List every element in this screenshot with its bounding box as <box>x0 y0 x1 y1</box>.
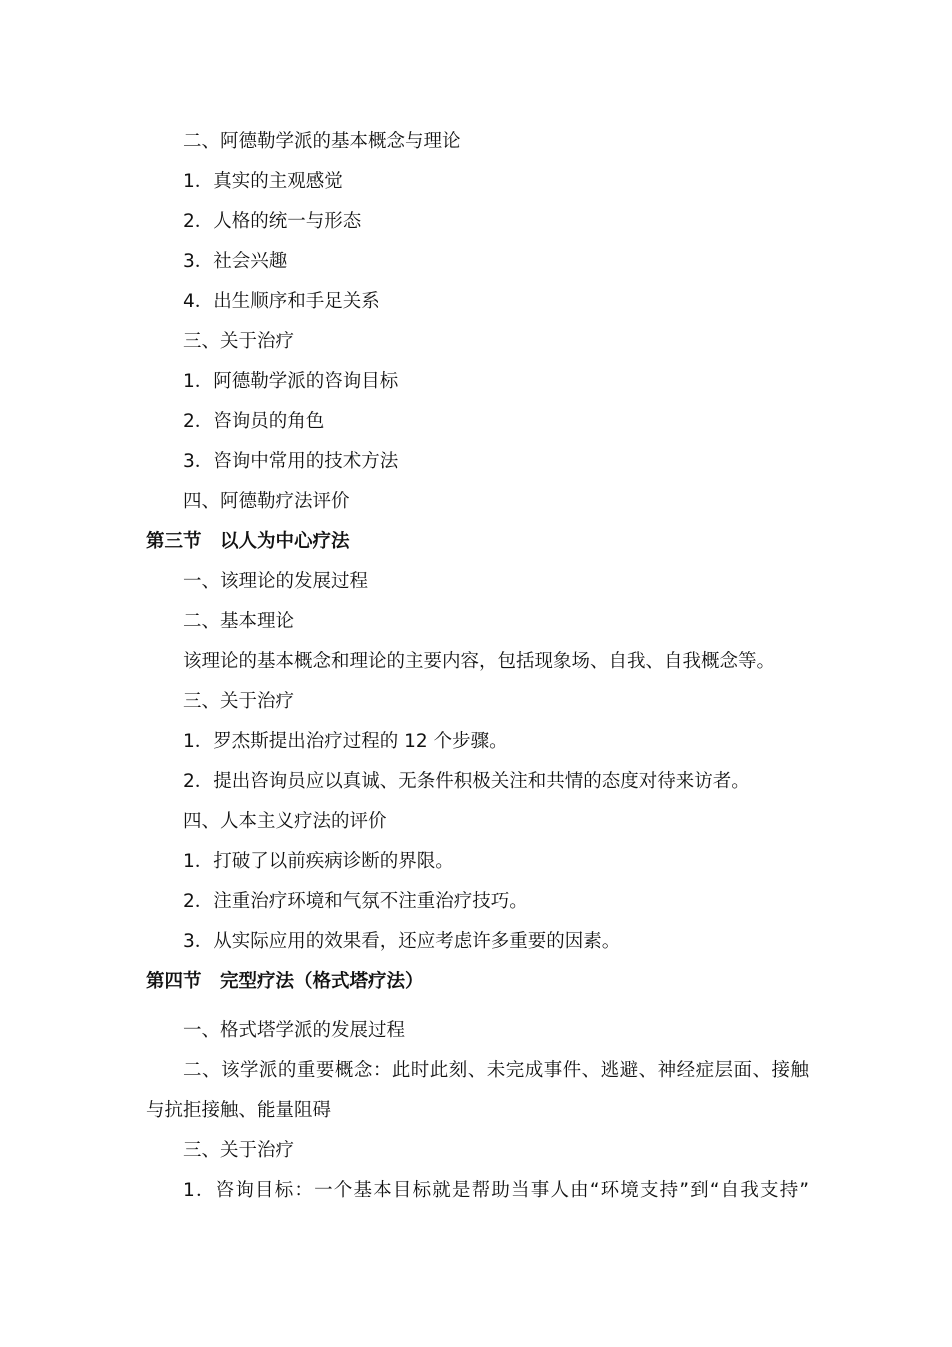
heading-adler-evaluation: 四、阿德勒疗法评价 <box>183 491 350 512</box>
section-title-person-centered: 第三节 以人为中心疗法 <box>146 531 350 552</box>
heading-gestalt-development: 一、格式塔学派的发展过程 <box>183 1020 406 1041</box>
list-item: 1．咨询目标：一个基本目标就是帮助当事人由“环境支持”到“自我支持” <box>183 1180 809 1201</box>
heading-basic-theory: 二、基本理论 <box>183 611 295 632</box>
list-item: 1．罗杰斯提出治疗过程的 12 个步骤。 <box>183 731 508 752</box>
list-item: 2．提出咨询员应以真诚、无条件积极关注和共情的态度对待来访者。 <box>183 771 750 792</box>
heading-about-therapy: 三、关于治疗 <box>183 691 295 712</box>
list-item: 2．注重治疗环境和气氛不注重治疗技巧。 <box>183 891 528 912</box>
heading-development: 一、该理论的发展过程 <box>183 571 369 592</box>
paragraph: 该理论的基本概念和理论的主要内容，包括现象场、自我、自我概念等。 <box>183 651 776 672</box>
section-title-gestalt: 第四节 完型疗法（格式塔疗法） <box>146 971 424 992</box>
list-item: 4．出生顺序和手足关系 <box>183 291 380 312</box>
heading-about-therapy: 三、关于治疗 <box>183 1140 295 1161</box>
list-item: 1．阿德勒学派的咨询目标 <box>183 371 399 392</box>
list-item: 3．从实际应用的效果看，还应考虑许多重要的因素。 <box>183 931 621 952</box>
heading-humanistic-evaluation: 四、人本主义疗法的评价 <box>183 811 387 832</box>
heading-about-therapy: 三、关于治疗 <box>183 331 295 352</box>
list-item: 2．咨询员的角色 <box>183 411 325 432</box>
list-item: 3．咨询中常用的技术方法 <box>183 451 399 472</box>
list-item: 2．人格的统一与形态 <box>183 211 362 232</box>
paragraph-continuation: 与抗拒接触、能量阻碍 <box>146 1100 332 1121</box>
list-item: 3．社会兴趣 <box>183 251 288 272</box>
paragraph: 二、该学派的重要概念：此时此刻、未完成事件、逃避、神经症层面、接触 <box>183 1060 809 1081</box>
list-item: 1．真实的主观感觉 <box>183 171 343 192</box>
list-item: 1．打破了以前疾病诊断的界限。 <box>183 851 454 872</box>
heading-adler-concepts: 二、阿德勒学派的基本概念与理论 <box>183 131 461 152</box>
